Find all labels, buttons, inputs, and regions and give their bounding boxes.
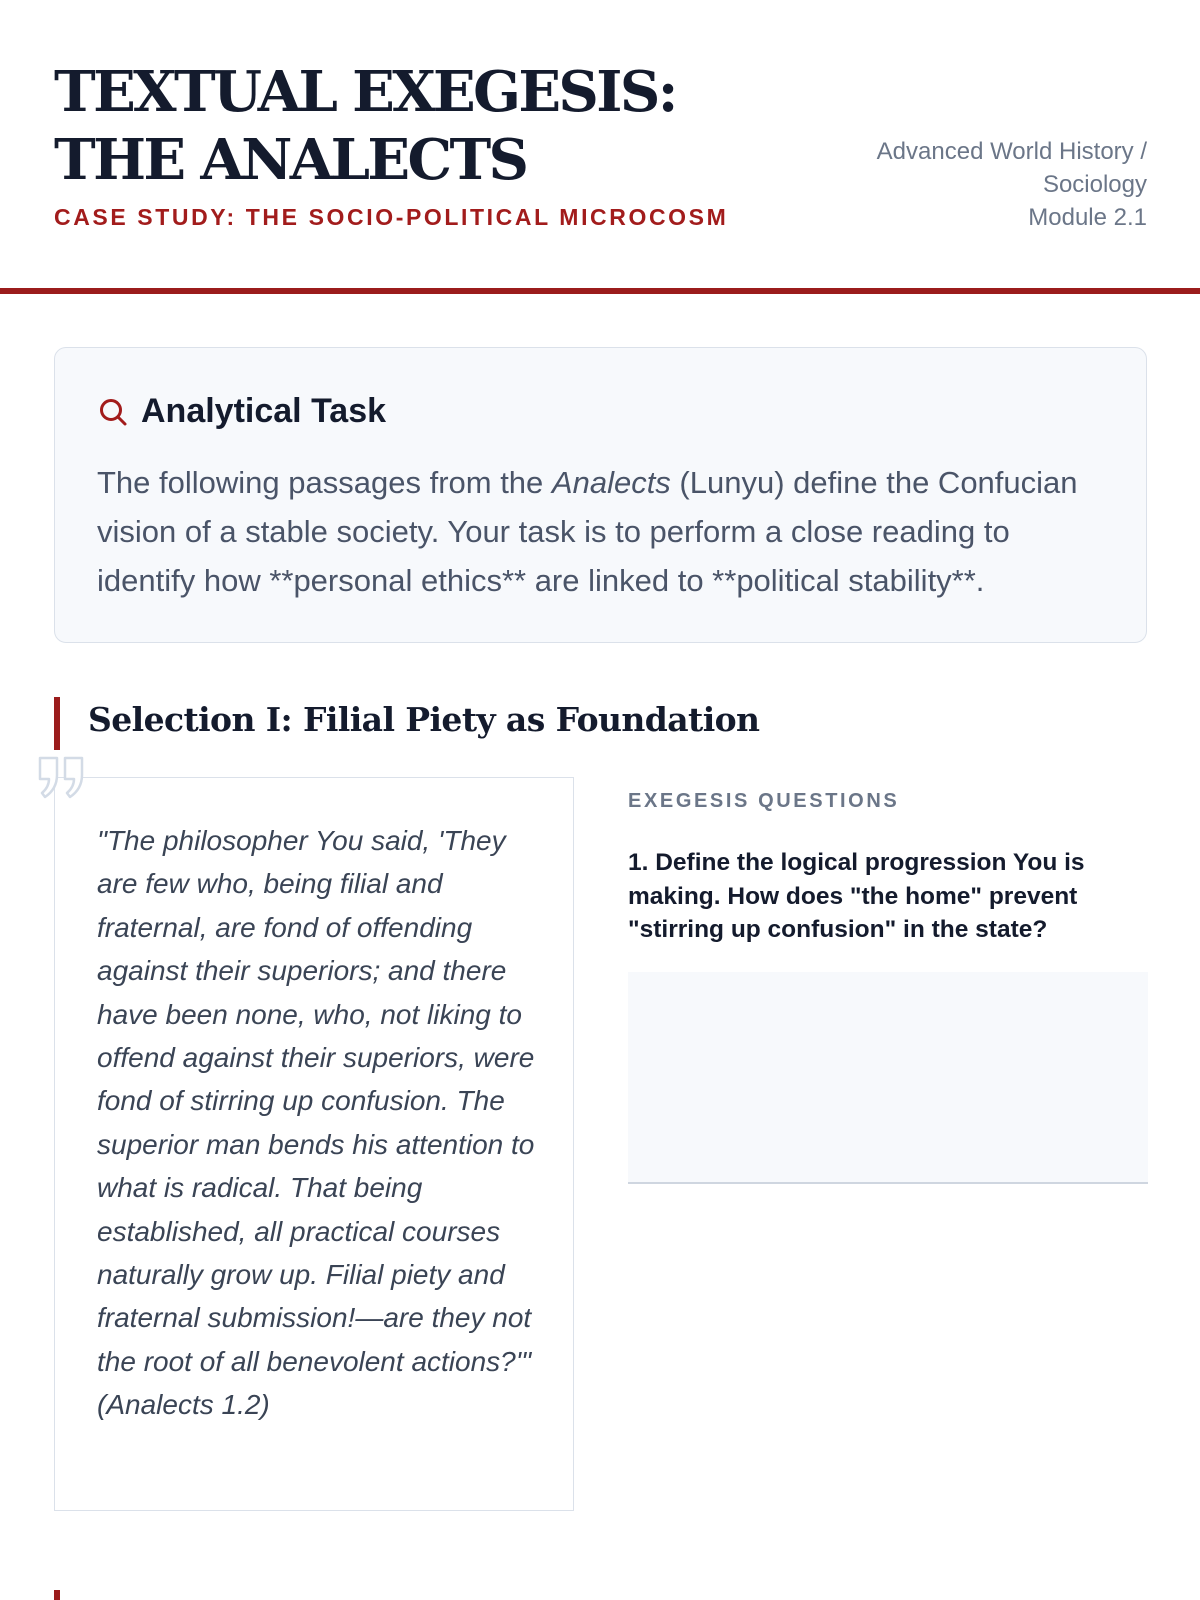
- section-accent-bar: [54, 1590, 60, 1600]
- task-description: [97, 458, 1107, 605]
- course-meta-line: Advanced World History /: [876, 138, 1147, 165]
- page-title: TEXTUAL EXEGESIS: THE ANALECTS: [54, 59, 676, 193]
- questions-label: EXEGESIS QUESTIONS: [628, 790, 900, 812]
- analytical-task-panel: [54, 347, 1147, 643]
- task-title: Analytical Task: [141, 392, 387, 430]
- quote-text: "The philosopher You said, 'They are few who, being filial and fraternal, are fond of offending against their superiors; and there have been none, who, not liking to offend against their superiors, were fond of stirring up confusion. The superior man bends his attention to what is radical. That being established, all practical courses naturally grow up. Filial piety and fraternal submission!—are they not the root of all benevolent actions?'" (Analects 1.2): [97, 825, 535, 1421]
- task-text: The following passages from the: [97, 465, 552, 500]
- page-header: [0, 0, 1200, 294]
- section-title: Selection I: Filial Piety as Foundation: [88, 700, 760, 739]
- quote-card: [54, 777, 574, 1511]
- page-subtitle: CASE STUDY: THE SOCIO-POLITICAL MICROCOSM: [54, 204, 729, 230]
- search-icon: [97, 396, 129, 428]
- task-heading: [97, 392, 386, 431]
- course-meta-line: Sociology: [1042, 171, 1147, 198]
- task-text: (Lunyu) define the Confucian vision of a stable society. Your task is to perform a close reading to identify how **personal ethics** are linked to **political stability**.: [97, 465, 1078, 598]
- question-1: 1. Define the logical progression You is making. How does "the home" prevent "stirring up confusion" in the state?: [628, 849, 1085, 943]
- section-accent-bar: [54, 697, 60, 750]
- answer-field-1[interactable]: [628, 972, 1148, 1184]
- course-meta: [877, 135, 1147, 234]
- task-emphasis: Analects: [551, 465, 671, 500]
- quote-icon: [36, 752, 88, 804]
- module-label: Module 2.1: [1028, 204, 1147, 231]
